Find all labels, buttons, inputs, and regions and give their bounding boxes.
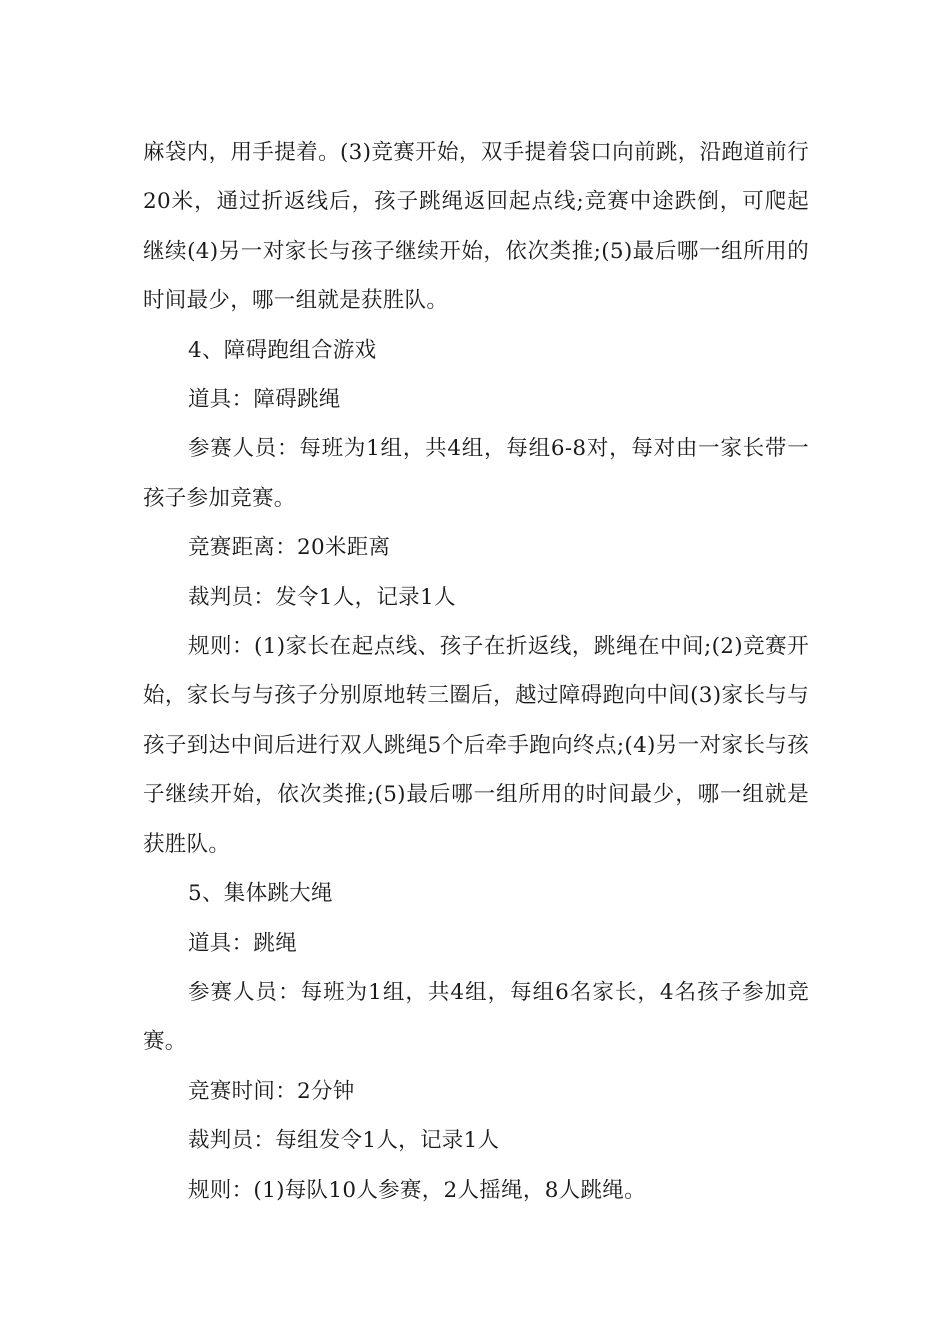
- paragraph-obstacle-participants: 参赛人员：每班为1组，共4组，每组6-8对，每对由一家长带一孩子参加竞赛。: [143, 436, 809, 511]
- paragraph-obstacle-distance: 竞赛距离：20米距离: [188, 535, 391, 561]
- paragraph-rope-referees: 裁判员：每组发令1人，记录1人: [188, 1128, 500, 1154]
- paragraph-obstacle-referees: 裁判员：发令1人，记录1人: [188, 584, 456, 610]
- paragraph-rope-rules: 规则：(1)每队10人参赛，2人摇绳，8人跳绳。: [188, 1177, 646, 1203]
- heading-group-rope-jumping: 5、集体跳大绳: [188, 881, 333, 907]
- document-page: [143, 128, 809, 1215]
- paragraph-rope-props: 道具：跳绳: [188, 930, 298, 956]
- paragraph-sack-race-rules-continued: 麻袋内，用手提着。(3)竞赛开始，双手提着袋口向前跳，沿跑道前行20米，通过折返线后，孩子跳绳返回起点线;竞赛中途跌倒，可爬起继续(4)另一对家长与孩子继续开始，依次类推;(5)最后哪一组所用的时间最少，哪一组就是获胜队。: [143, 140, 809, 314]
- paragraph-rope-time: 竞赛时间：2分钟: [188, 1078, 355, 1104]
- paragraph-obstacle-rules: 规则：(1)家长在起点线、孩子在折返线，跳绳在中间;(2)竞赛开始，家长与与孩子分别原地转三圈后，越过障碍跑向中间(3)家长与与孩子到达中间后进行双人跳绳5个后牵手跑向终点;(4)另一对家长与孩子继续开始，依次类推;(5)最后哪一组所用的时间最少，哪一组就是获胜队。: [143, 634, 809, 857]
- paragraph-obstacle-props: 道具：障碍跳绳: [188, 387, 341, 413]
- paragraph-rope-participants: 参赛人员：每班为1组，共4组，每组6名家长，4名孩子参加竞赛。: [143, 979, 809, 1055]
- heading-obstacle-run-game: 4、障碍跑组合游戏: [188, 337, 377, 363]
